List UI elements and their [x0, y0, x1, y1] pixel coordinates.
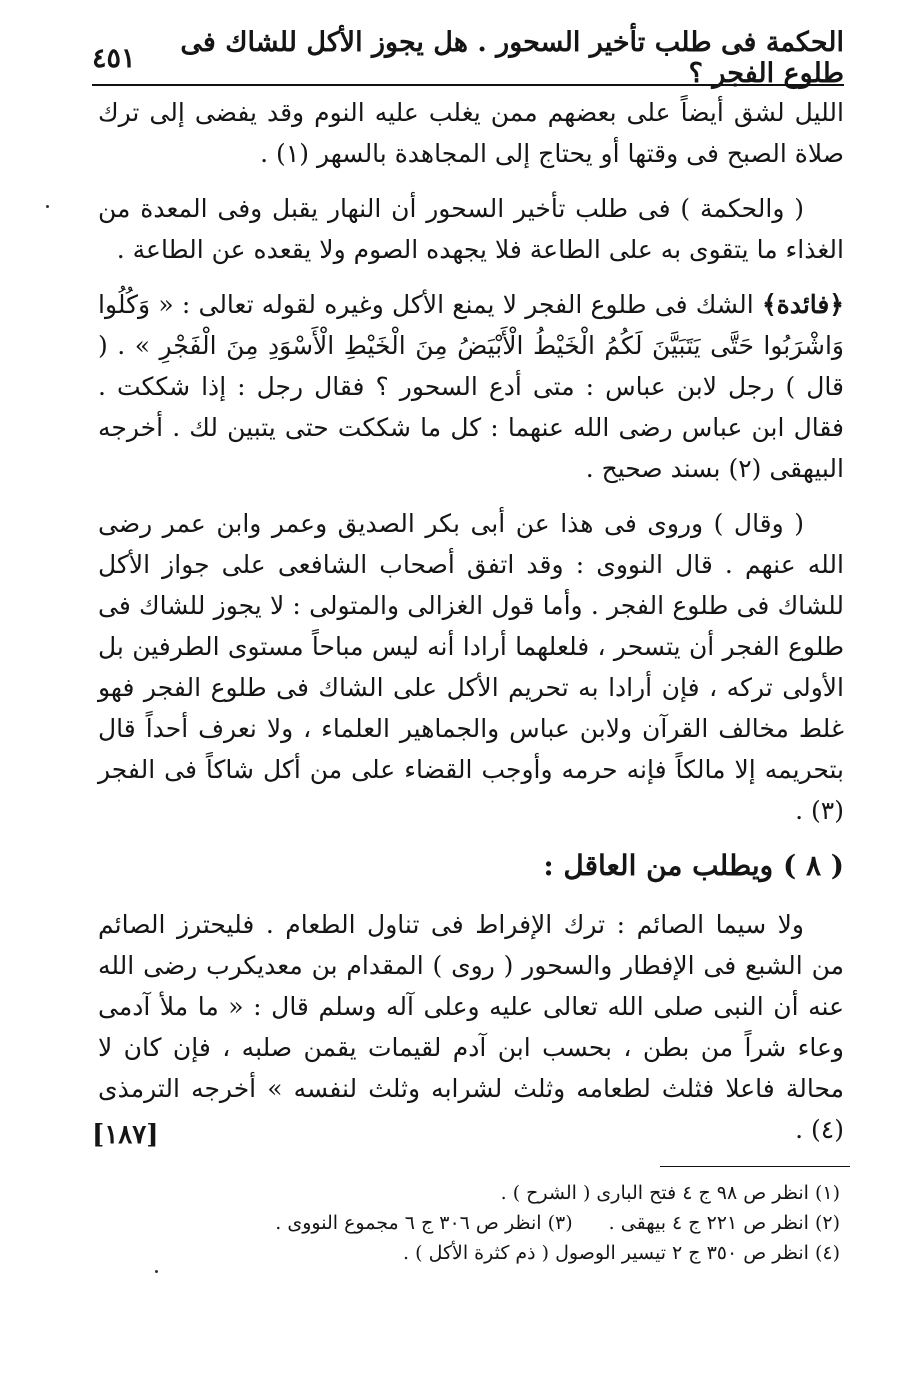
speck-mark	[155, 1270, 158, 1273]
footnote-1: (١) انظر ص ٩٨ ج ٤ فتح البارى ( الشرح ) .	[500, 1182, 840, 1204]
page-reference: [١٨٧]	[92, 1120, 159, 1150]
footnote-3: (٣) انظر ص ٣٠٦ ج ٦ مجموع النووى .	[275, 1212, 573, 1234]
footnote-2: (٢) انظر ص ٢٢١ ج ٤ بيهقى .	[608, 1212, 840, 1234]
footnote-divider	[660, 1166, 850, 1167]
note-label: ﴿فائدة﴾	[761, 290, 844, 319]
footnote-row	[100, 1208, 840, 1238]
main-text	[98, 92, 844, 1164]
paragraph-4: ( وقال ) وروى فى هذا عن أبى بكر الصديق وعمر وابن عمر رضى الله عنهم . قال النووى : وقد اتفق أصحاب الشافعى على جواز الأكل للشاك فى طلوع الفجر . وأما قول الغزالى والمتولى : لا يجوز للشاك فى طلوع الفجر أن يتسحر ، فلعلهما أرادا أنه ليس مباحاً مستوى الطرفين بل الأولى تركه ، فإن أرادا به تحريم الأكل على الشاك فى طلوع الفجر فهو غلط مخالف القرآن ولابن عباس والجماهير العلماء ، ولا نعرف أحداً قال بتحريمه إلا مالكاً فإنه حرمه وأوجب القضاء على من أكل شاكاً فى الفجر (٣) .	[98, 509, 844, 825]
paragraph-5: ولا سيما الصائم : ترك الإفراط فى تناول الطعام . فليحترز الصائم من الشبع فى الإفطار والسحور ( روى ) المقدام بن معديكرب رضى الله عنه أن النبى صلى الله تعالى عليه وعلى آله وسلم قال : « ما ملأ آدمى وعاء شراً من بطن ، بحسب ابن آدم لقيمات يقمن صلبه ، فإن كان لا محالة فاعلا فثلث لطعامه وثلث لشرابه وثلث لنفسه » أخرجه الترمذى (٤) .	[98, 910, 844, 1144]
paragraph-1: الليل لشق أيضاً على بعضهم ممن يغلب عليه النوم وقد يفضى إلى ترك صلاة الصبح فى وقتها أو يحتاج إلى المجاهدة بالسهر (١) .	[98, 98, 844, 168]
paragraph-2: ( والحكمة ) فى طلب تأخير السحور أن النهار يقبل وفى المعدة من الغذاء ما يتقوى به على الطاعة فلا يجهده الصوم ولا يقعده عن الطاعة .	[98, 194, 844, 264]
page-number: ٤٥١	[92, 42, 136, 74]
footnote-4: (٤) انظر ص ٣٥٠ ج ٢ تيسير الوصول ( ذم كثرة الأكل ) .	[403, 1242, 840, 1264]
footnotes	[100, 1178, 840, 1268]
paragraph-3	[98, 284, 844, 489]
header-title: الحكمة فى طلب تأخير السحور . هل يجوز الأكل للشاك فى طلوع الفجر ؟	[180, 27, 844, 89]
paragraph-3-text: الشك فى طلوع الفجر لا يمنع الأكل وغيره لقوله تعالى : « وَكُلُوا وَاشْرَبُوا حَتَّى يَتَبَيَّنَ لَكُمُ الْخَيْطُ الْأَبْيَضُ مِنَ الْخَيْطِ الْأَسْوَدِ مِنَ الْفَجْرِ » . ( قال ) رجل لابن عباس : متى أدع السحور ؟ فقال رجل : إذا شككت . فقال ابن عباس رضى الله عنهما : كل ما شككت حتى يتبين لك . أخرجه البيهقى (٢) بسند صحيح .	[98, 290, 844, 483]
section-heading: ( ٨ ) ويطلب من العاقل :	[543, 849, 844, 882]
speck-mark	[46, 205, 49, 208]
running-header	[92, 27, 844, 89]
